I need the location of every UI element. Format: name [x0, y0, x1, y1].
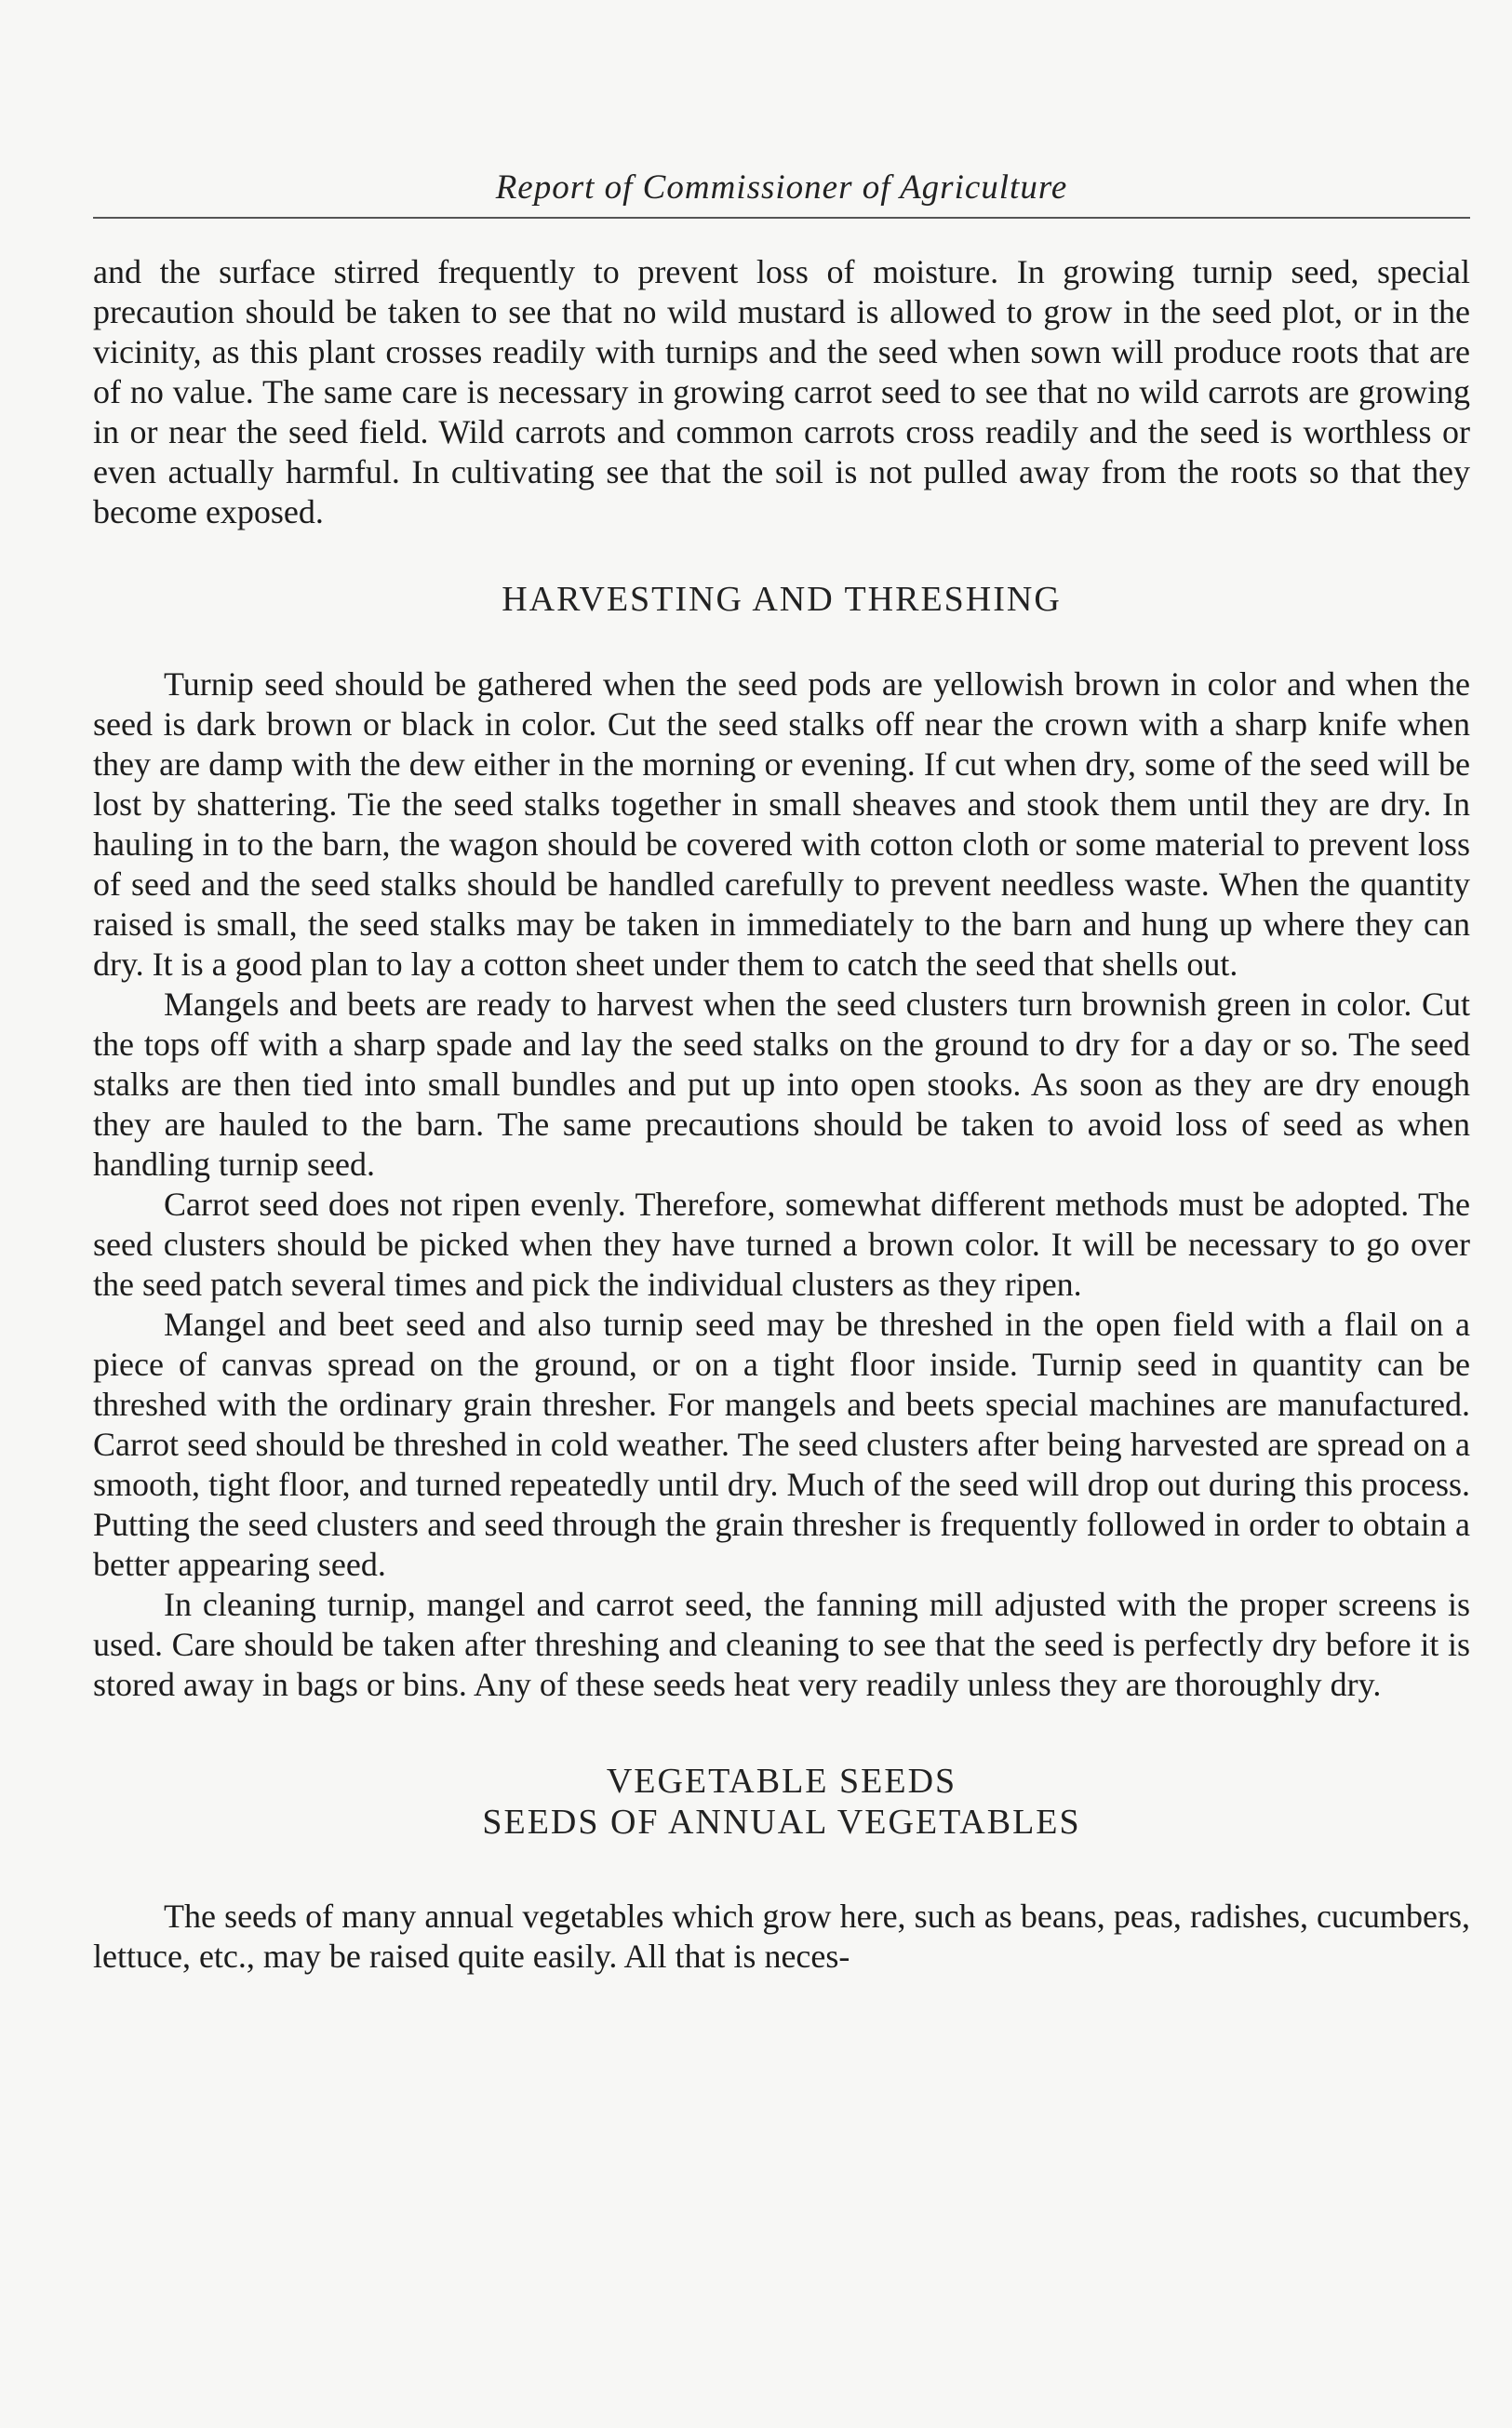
paragraph-turnip-seed: Turnip seed should be gathered when the seed pods are yellowish brown in color and when the seed is dark brown or black in color. Cut the seed stalks off near the crown with a sharp knife when they are damp with the dew either in the morning or evening. If cut when dry, some of the seed will be lost by shattering. Tie the seed stalks together in small sheaves and stook them until they are dry. In hauling in to the barn, the wagon should be covered with cotton cloth or some material to prevent loss of seed and the seed stalks should be handled carefully to prevent needless waste. When the quantity raised is small, the seed stalks may be taken in immediately to the barn and hung up where they can dry. It is a good plan to lay a cotton sheet under them to catch the seed that shells out.	[93, 665, 1470, 983]
section-heading-vegetable-seeds: VEGETABLE SEEDS	[606, 1762, 957, 1801]
section-heading-harvesting: HARVESTING AND THRESHING	[502, 580, 1062, 619]
intro-paragraph: and the surface stirred frequently to prevent loss of moisture. In growing turnip seed, special precaution should be taken to see that no wild mustard is allowed to grow in the seed plot, or in the vicinity, as this plant crosses readily with turnips and the seed when sown will produce roots that are of no value. The same care is necessary in growing carrot seed to see that no wild carrots are growing in or near the seed field. Wild carrots and common carrots cross readily and the seed is worthless or even actually harmful. In cultivating see that the soil is not pulled away from the roots so that they become exposed.	[93, 253, 1470, 530]
paragraph-threshing: Mangel and beet seed and also turnip seed may be threshed in the open field with a flail on a piece of canvas spread on the ground, or on a tight floor inside. Turnip seed in quantity can be threshed with the ordinary grain thresher. For mangels and beets special machines are manufactured. Carrot seed should be threshed in cold weather. The seed clusters after being harvested are spread on a smooth, tight floor, and turned repeatedly until dry. Much of the seed will drop out during this process. Putting the seed clusters and seed through the grain thresher is frequently followed in order to obtain a better appearing seed.	[93, 1306, 1470, 1583]
paragraph-annual-vegetables: The seeds of many annual vegetables which grow here, such as beans, peas, radishes, cucumbers, lettuce, etc., may be raised quite easily. All that is neces-	[93, 1898, 1470, 1975]
paragraph-carrot-seed: Carrot seed does not ripen evenly. Therefore, somewhat different methods must be adopted. The seed clusters should be picked when they have turned a brown color. It will be necessary to go over the seed patch several times and pick the individual clusters as they ripen.	[93, 1186, 1470, 1303]
running-head: Report of Commissioner of Agriculture	[93, 168, 1470, 219]
paragraph-mangels-beets: Mangels and beets are ready to harvest when the seed clusters turn brownish green in color. Cut the tops off with a sharp spade and lay the seed stalks on the ground to dry for a day or so. The seed stalks are then tied into small bundles and put up into open stooks. As soon as they are dry enough they are hauled to the barn. The same precautions should be taken to avoid loss of seed as when handling turnip seed.	[93, 986, 1470, 1183]
document-page	[93, 168, 1470, 1977]
paragraph-cleaning: In cleaning turnip, mangel and carrot seed, the fanning mill adjusted with the proper screens is used. Care should be taken after threshing and cleaning to see that the seed is perfectly dry before it is stored away in bags or bins. Any of these seeds heat very readily unless they are thoroughly dry.	[93, 1586, 1470, 1703]
section-subheading-annual-vegetables: SEEDS OF ANNUAL VEGETABLES	[482, 1803, 1081, 1842]
